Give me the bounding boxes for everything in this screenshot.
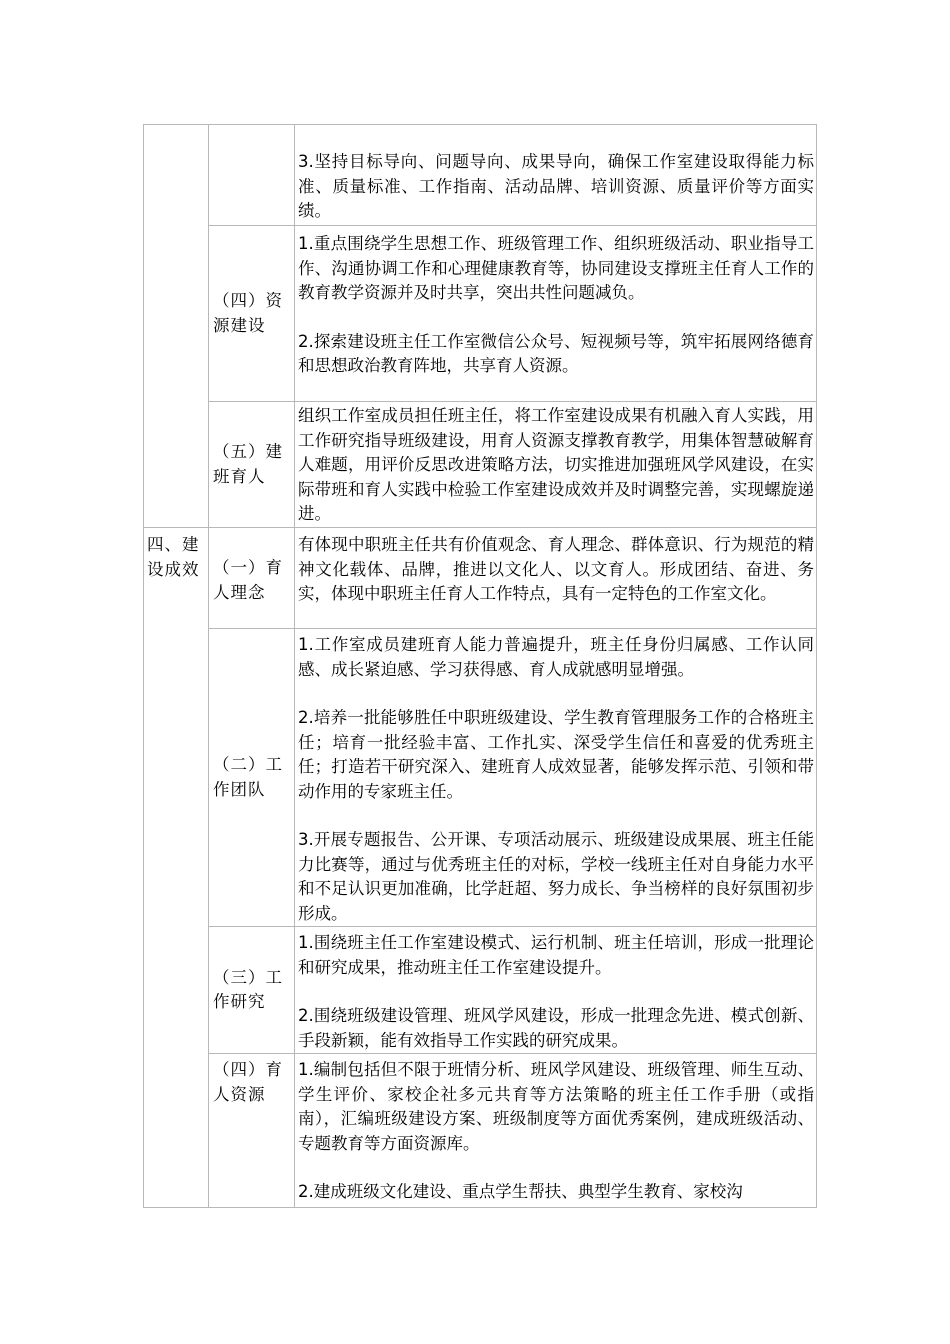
content-cell — [295, 226, 817, 402]
content-paragraph: 2.培养一批能够胜任中职班级建设、学生教育管理服务工作的合格班主任；培育一批经验丰富、工作扎实、深受学生信任和喜爱的优秀班主任；打造若干研究深入、建班育人成效显著，能够发挥示范、引领和带动作用的专家班主任。 — [298, 708, 814, 801]
subsection-label: （二）工作团队 — [209, 629, 295, 927]
content-cell — [295, 528, 817, 629]
content-cell — [295, 1054, 817, 1208]
table-row — [144, 528, 817, 629]
table-row — [144, 402, 817, 528]
subsection-label: （四）资源建设 — [209, 226, 295, 402]
subsection-label: （三）工作研究 — [209, 927, 295, 1054]
content-paragraph: 2.建成班级文化建设、重点学生帮扶、典型学生教育、家校沟 — [298, 1182, 743, 1201]
table-row — [144, 629, 817, 927]
content-paragraph: 1.工作室成员建班育人能力普遍提升，班主任身份归属感、工作认同感、成长紧迫感、学习获得感、育人成就感明显增强。 — [298, 635, 814, 679]
content-paragraph: 有体现中职班主任共有价值观念、育人理念、群体意识、行为规范的精神文化载体、品牌，推进以文化人、以文育人。形成团结、奋进、务实，体现中职班主任育人工作特点，具有一定特色的工作室文化。 — [298, 535, 814, 603]
subsection-label: （一）育人理念 — [209, 528, 295, 629]
table-row — [144, 927, 817, 1054]
content-paragraph: 1.围绕班主任工作室建设模式、运行机制、班主任培训，形成一批理论和研究成果，推动班主任工作室建设提升。 — [298, 933, 814, 977]
table-row — [144, 125, 817, 226]
section-cell-continued — [144, 125, 209, 528]
content-cell — [295, 402, 817, 528]
content-paragraph: 1.重点围绕学生思想工作、班级管理工作、组织班级活动、职业指导工作、沟通协调工作和心理健康教育等，协同建设支撑班主任育人工作的教育教学资源并及时共享，突出共性问题减负。 — [298, 234, 814, 302]
plan-table — [143, 124, 817, 1208]
table-row — [144, 1054, 817, 1208]
subsection-label: （五）建班育人 — [209, 402, 295, 528]
content-paragraph: 组织工作室成员担任班主任，将工作室建设成果有机融入育人实践，用工作研究指导班级建设，用育人资源支撑教育教学，用集体智慧破解育人难题，用评价反思改进策略方法，切实推进加强班风学风建设，在实际带班和育人实践中检验工作室建设成效并及时调整完善，实现螺旋递进。 — [298, 406, 814, 523]
content-cell — [295, 927, 817, 1054]
subsection-cell-continued — [209, 125, 295, 226]
subsection-label: （四）育人资源 — [209, 1054, 295, 1208]
content-paragraph: 2.围绕班级建设管理、班风学风建设，形成一批理念先进、模式创新、手段新颖，能有效指导工作实践的研究成果。 — [298, 1006, 814, 1050]
content-paragraph: 2.探索建设班主任工作室微信公众号、短视频号等，筑牢拓展网络德育和思想政治教育阵地，共享育人资源。 — [298, 331, 814, 375]
section-label: 四、建设成效 — [144, 528, 209, 1208]
content-paragraph: 3.坚持目标导向、问题导向、成果导向，确保工作室建设取得能力标准、质量标准、工作指南、活动品牌、培训资源、质量评价等方面实绩。 — [298, 152, 814, 220]
content-paragraph: 1.编制包括但不限于班情分析、班风学风建设、班级管理、师生互动、学生评价、家校企社多元共育等方法策略的班主任工作手册（或指南），汇编班级建设方案、班级制度等方面优秀案例，建成班级活动、专题教育等方面资源库。 — [298, 1060, 814, 1153]
table-row — [144, 226, 817, 402]
content-cell — [295, 629, 817, 927]
content-cell — [295, 125, 817, 226]
content-paragraph: 3.开展专题报告、公开课、专项活动展示、班级建设成果展、班主任能力比赛等，通过与优秀班主任的对标，学校一线班主任对自身能力水平和不足认识更加准确，比学赶超、努力成长、争当榜样的良好氛围初步形成。 — [298, 830, 814, 923]
